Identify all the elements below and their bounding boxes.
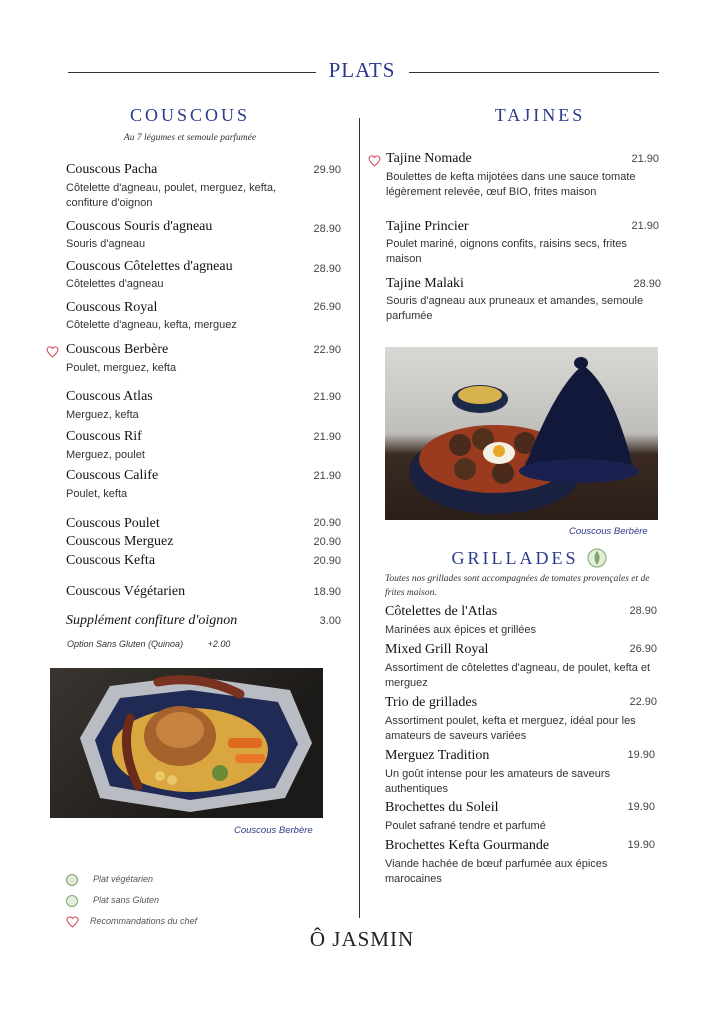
tajine-photo <box>385 347 658 520</box>
dish-price: 26.90 <box>313 301 341 313</box>
dish-description: Assortiment poulet, kefta et merguez, idéal pour les amateurs de saveurs variées <box>385 715 636 742</box>
restaurant-brand: Ô JASMIN <box>309 927 415 951</box>
dish-description: Souris d'agneau aux pruneaux et amandes, semoule parfumée <box>386 295 644 322</box>
dish-description: Assortiment de côtelettes d'agneau, de poulet, kefta et merguez <box>385 662 651 689</box>
chef-recommendation-heart-icon <box>46 346 59 358</box>
dish-name: Tajine Malaki <box>386 276 464 291</box>
dish-name: Tajine Princier <box>386 219 469 234</box>
dish-description: Merguez, kefta <box>66 409 139 421</box>
dish-price: 21.90 <box>313 391 341 403</box>
option-label: Option Sans Gluten (Quinoa) <box>67 639 184 649</box>
dish-description: Poulet, merguez, kefta <box>66 362 177 374</box>
legend-gluten-free: Plat sans Gluten <box>93 895 160 905</box>
page-title: PLATS <box>328 58 396 82</box>
dish-price: 19.90 <box>627 801 655 813</box>
dish-price: 26.90 <box>629 643 657 655</box>
header-rule-right <box>409 72 659 73</box>
couscous-dish-illustration <box>50 668 323 818</box>
vegetarian-icon <box>66 874 78 886</box>
dish-price: 28.90 <box>629 605 657 617</box>
dish-price: 21.90 <box>631 153 659 165</box>
couscous-photo-caption: Couscous Berbère <box>234 825 313 836</box>
couscous-section-title: COUSCOUS <box>129 105 251 125</box>
dish-name: Couscous Berbère <box>66 342 169 357</box>
dish-name: Couscous Végétarien <box>66 584 186 599</box>
dish-description: Boulettes de kefta mijotées dans une sauce tomate légèrement relevée, œuf BIO, frites maison <box>386 171 636 198</box>
dish-name: Côtelettes de l'Atlas <box>385 604 498 619</box>
chef-recommendation-heart-icon <box>368 155 381 167</box>
dish-price: 28.90 <box>313 223 341 235</box>
couscous-photo <box>50 668 323 818</box>
dish-name: Trio de grillades <box>385 695 478 710</box>
couscous-subtitle: Au 7 légumes et semoule parfumée <box>123 133 257 143</box>
dish-price: 21.90 <box>313 470 341 482</box>
dish-price: 19.90 <box>627 839 655 851</box>
dish-price: 21.90 <box>313 431 341 443</box>
option-price: +2.00 <box>207 639 231 649</box>
column-divider <box>359 118 360 918</box>
dish-description: Merguez, poulet <box>66 449 145 461</box>
dish-name: Couscous Côtelettes d'agneau <box>66 259 233 274</box>
dish-price: 22.90 <box>313 344 341 356</box>
dish-description: Un goût intense pour les amateurs de saveurs authentiques <box>385 768 611 795</box>
dish-description: Côtelette d'agneau, kefta, merguez <box>66 319 237 331</box>
gluten-free-icon <box>66 895 78 907</box>
dish-price: 29.90 <box>313 164 341 176</box>
dish-name: Mixed Grill Royal <box>385 642 489 657</box>
dish-name: Couscous Souris d'agneau <box>66 219 213 234</box>
gluten-free-option <box>67 639 230 649</box>
tajine-photo-caption: Couscous Berbère <box>569 526 648 537</box>
dish-price: 19.90 <box>627 749 655 761</box>
grillades-section-title: GRILLADES <box>451 548 579 568</box>
grillades-subtitle: Toutes nos grillades sont accompagnées de tomates provençales et de frites maison. <box>385 574 650 598</box>
dish-name: Couscous Pacha <box>66 162 158 177</box>
dish-name: Couscous Kefta <box>66 553 156 568</box>
dish-price: 21.90 <box>631 220 659 232</box>
dish-name: Merguez Tradition <box>385 748 490 763</box>
dish-name: Couscous Atlas <box>66 389 153 404</box>
dish-name: Brochettes du Soleil <box>385 800 499 815</box>
dish-price: 28.90 <box>313 263 341 275</box>
tajines-section-title: TAJINES <box>494 105 586 125</box>
dish-description: Côtelettes d'agneau <box>66 278 164 290</box>
dish-name: Brochettes Kefta Gourmande <box>385 838 550 853</box>
dish-price: 22.90 <box>629 696 657 708</box>
tajine-dish-illustration <box>385 347 658 520</box>
dish-name: Couscous Poulet <box>66 516 160 531</box>
dish-name: Couscous Calife <box>66 468 159 483</box>
dish-description: Poulet safrané tendre et parfumé <box>385 820 546 832</box>
supplement-name: Supplément confiture d'oignon <box>66 613 238 628</box>
dish-name: Couscous Merguez <box>66 534 174 549</box>
dish-price: 28.90 <box>633 278 661 290</box>
dish-price: 18.90 <box>313 586 341 598</box>
dish-name: Couscous Rif <box>66 429 142 444</box>
dish-description: Côtelette d'agneau, poulet, merguez, kefta, confiture d'oignon <box>66 182 277 209</box>
legend-chef: Recommandations du chef <box>90 916 198 926</box>
leaf-badge-icon <box>587 548 607 568</box>
legend-vegetarian: Plat végétarien <box>93 874 154 884</box>
dish-description: Souris d'agneau <box>66 238 146 250</box>
dish-price: 20.90 <box>313 555 341 567</box>
dish-price: 20.90 <box>313 536 341 548</box>
dish-price: 20.90 <box>313 517 341 529</box>
dish-description: Poulet mariné, oignons confits, raisins secs, frites maison <box>386 238 627 265</box>
dish-description: Poulet, kefta <box>66 488 128 500</box>
dish-name: Couscous Royal <box>66 300 158 315</box>
dish-description: Marinées aux épices et grillées <box>385 624 537 636</box>
dish-name: Tajine Nomade <box>386 151 472 166</box>
supplement-price: 3.00 <box>319 615 341 627</box>
dish-description: Viande hachée de bœuf parfumée aux épices marocaines <box>385 858 608 885</box>
